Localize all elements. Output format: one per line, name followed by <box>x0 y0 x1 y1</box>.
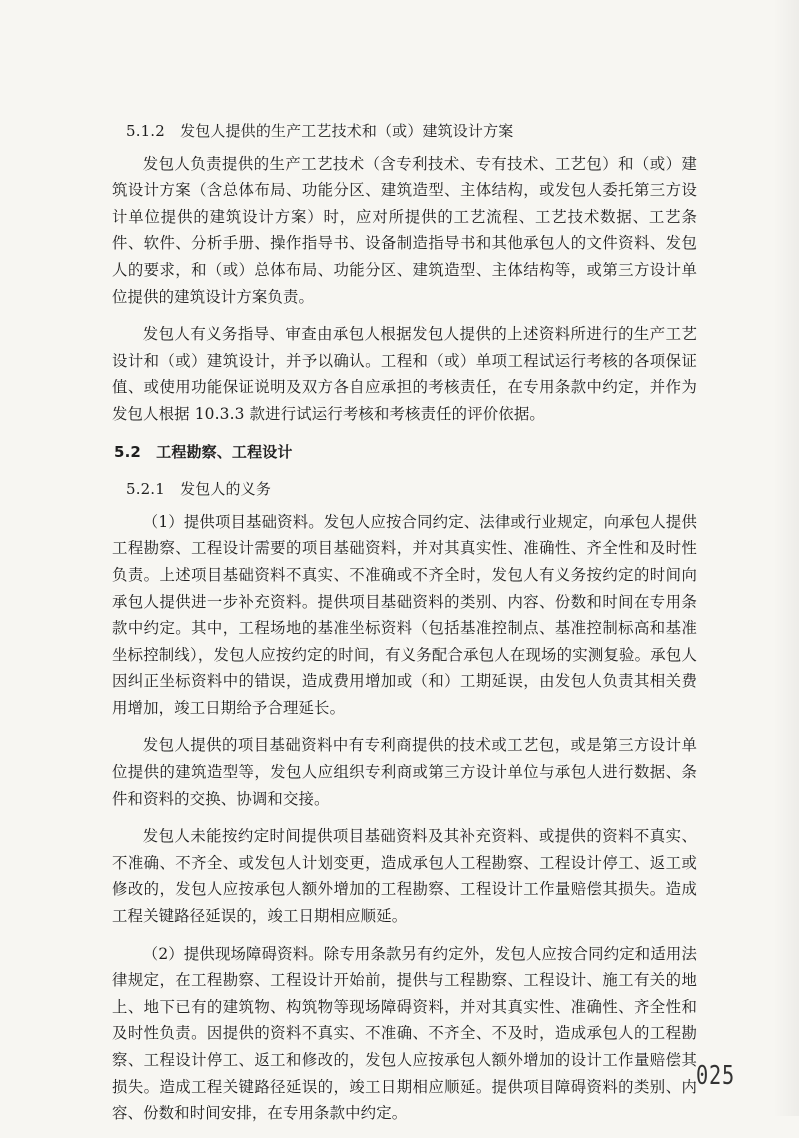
page-number: 025 <box>696 1061 735 1091</box>
section-heading-5-2: 5.2 工程勘察、工程设计 <box>114 442 293 461</box>
page-edge-shadow <box>773 0 799 1116</box>
paragraph: 发包人有义务指导、审查由承包人根据发包人提供的上述资料所进行的生产工艺设计和（或）建筑设计，并予以确认。工程和（或）单项工程试运行考核的各项保证值、或使用功能保证说明及双方各自应承担的考核责任，在专用条款中约定，并作为发包人根据 10.3.3 款进行试运行考核和考核责任的评价依据。 <box>112 325 697 423</box>
paragraph: （2）提供现场障碍资料。除专用条款另有约定外，发包人应按合同约定和适用法律规定，在工程勘察、工程设计开始前，提供与工程勘察、工程设计、施工有关的地上、地下已有的建筑物、构筑物等现场障碍资料，并对其真实性、准确性、齐全性和及时性负责。因提供的资料不真实、不准确、不齐全、不及时，造成承包人的工程勘察、工程设计停工、返工和修改的，发包人应按承包人额外增加的设计工作量赔偿其损失。造成工程关键路径延误的，竣工日期相应顺延。提供项目障碍资料的类别、内容、份数和时间安排，在专用条款中约定。 <box>112 944 697 1123</box>
paragraph: 发包人提供的项目基础资料中有专利商提供的技术或工艺包，或是第三方设计单位提供的建筑造型等，发包人应组织专利商或第三方设计单位与承包人进行数据、条件和资料的交换、协调和交接。 <box>112 736 697 808</box>
clause-heading-5-2-1: 5.2.1 发包人的义务 <box>126 480 271 499</box>
paragraph: 发包人负责提供的生产工艺技术（含专利技术、专有技术、工艺包）和（或）建筑设计方案（含总体布局、功能分区、建筑造型、主体结构，或发包人委托第三方设计单位提供的建筑设计方案）时，应对所提供的工艺流程、工艺技术数据、工艺条件、软件、分析手册、操作指导书、设备制造指导书和其他承包人的文件资料、发包人的要求，和（或）总体布局、功能分区、建筑造型、主体结构等，或第三方设计单位提供的建筑设计方案负责。 <box>112 154 697 306</box>
body-text <box>112 118 697 1138</box>
paragraph: （1）提供项目基础资料。发包人应按合同约定、法律或行业规定，向承包人提供工程勘察、工程设计需要的项目基础资料，并对其真实性、准确性、齐全性和及时性负责。上述项目基础资料不真实、不准确或不齐全时，发包人有义务按约定的时间向承包人提供进一步补充资料。提供项目基础资料的类别、内容、份数和时间在专用条款中约定。其中，工程场地的基准坐标资料（包括基准控制点、基准控制标高和基准坐标控制线），发包人应按约定的时间，有义务配合承包人在现场的实测复验。承包人因纠正坐标资料中的错误，造成费用增加或（和）工期延误，由发包人负责其相关费用增加，竣工日期给予合理延长。 <box>112 512 697 717</box>
paragraph: 发包人未能按约定时间提供项目基础资料及其补充资料、或提供的资料不真实、不准确、不齐全、或发包人计划变更，造成承包人工程勘察、工程设计停工、返工或修改的，发包人应按承包人额外增加的工程勘察、工程设计工作量赔偿其损失。造成工程关键路径延误的，竣工日期相应顺延。 <box>112 827 697 926</box>
clause-heading-5-1-2: 5.1.2 发包人提供的生产工艺技术和（或）建筑设计方案 <box>126 122 514 140</box>
